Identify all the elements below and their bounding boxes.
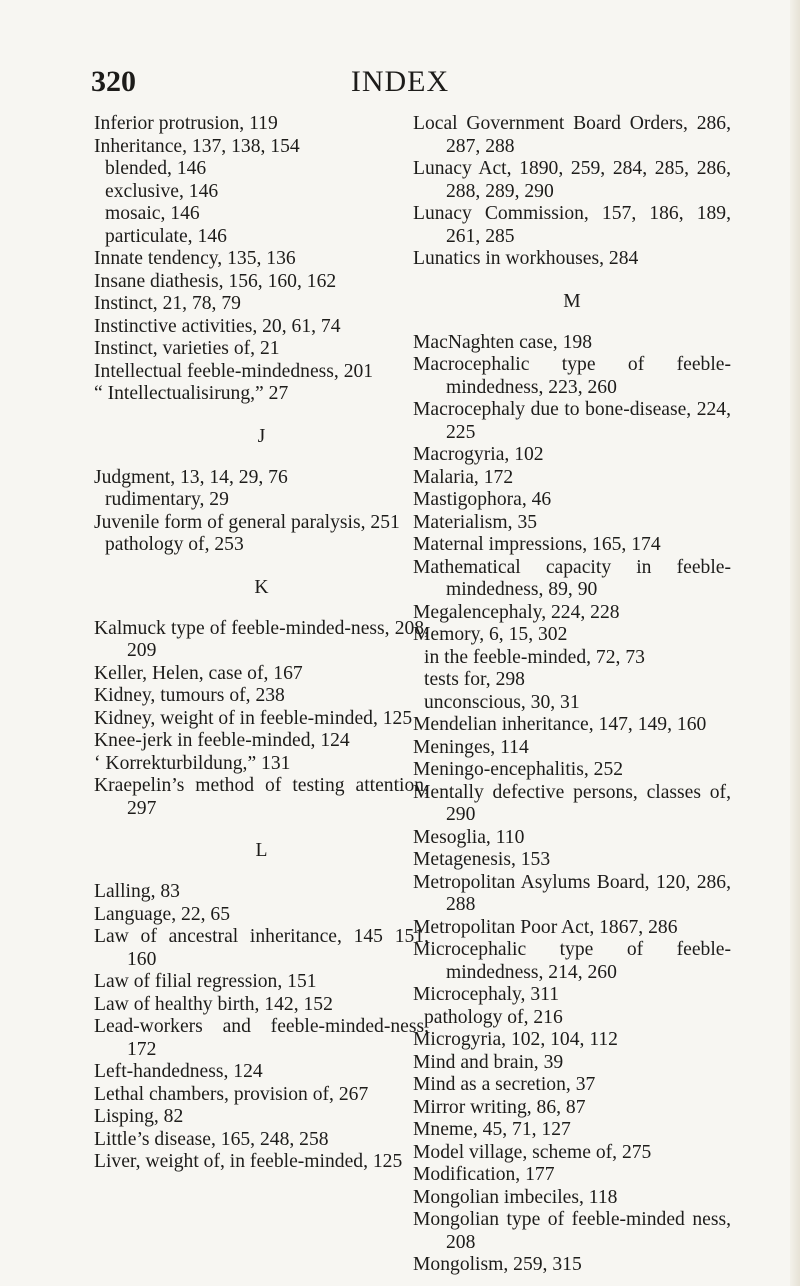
- index-entry: Microcephaly, 311: [413, 984, 559, 1005]
- index-entry: Lunacy Act, 1890, 259, 284, 285, 286, 288, 289, 290: [413, 158, 731, 202]
- index-subentry: pathology of, 253: [105, 534, 244, 555]
- index-entry: Metropolitan Poor Act, 1867, 286: [413, 916, 678, 938]
- index-entry: Mongolian type of feeble-minded ness, 208: [413, 1209, 731, 1253]
- index-entry: Inheritance, 137, 138, 154: [94, 135, 300, 157]
- index-subentry: rudimentary, 29: [105, 489, 229, 510]
- index-entry: Intellectual feeble-mindedness, 201: [94, 360, 374, 382]
- index-entry: ‘ Korrekturbildung,” 131: [94, 752, 291, 774]
- index-entry: Memory, 6, 15, 302: [413, 624, 568, 645]
- index-entry: Law of healthy birth, 142, 152: [94, 993, 333, 1015]
- index-entry: Kidney, weight of in feeble-minded, 125: [94, 707, 413, 729]
- index-entry: Instinct, 21, 78, 79: [94, 293, 241, 314]
- index-entry: Mind and brain, 39: [413, 1051, 564, 1073]
- index-entry: Materialism, 35: [413, 511, 538, 533]
- index-entry: Mirror writing, 86, 87: [413, 1096, 586, 1118]
- index-entry: Keller, Helen, case of, 167: [94, 662, 303, 684]
- index-entry: Lunacy Commission, 157, 186, 189, 261, 285: [413, 203, 731, 247]
- section-letter: L: [255, 840, 268, 861]
- index-column-left: [94, 113, 429, 1174]
- index-entry: Knee-jerk in feeble-minded, 124: [94, 730, 350, 751]
- index-entry: Lalling, 83: [94, 881, 180, 902]
- index-subentry: tests for, 298: [424, 669, 525, 690]
- index-entry: Kalmuck type of feeble-minded-ness, 208, 209: [94, 617, 429, 661]
- index-entry: Mneme, 45, 71, 127: [413, 1119, 571, 1140]
- index-entry: Malaria, 172: [413, 466, 514, 488]
- index-entry: Microcephalic type of feeble-mindedness, 214, 260: [413, 939, 731, 983]
- index-entry: Meningo-encephalitis, 252: [413, 759, 624, 780]
- index-entry: Law of ancestral inheritance, 145 151, 160: [94, 926, 429, 970]
- index-entry: Law of filial regression, 151: [94, 971, 317, 992]
- index-entry: Microgyria, 102, 104, 112: [413, 1029, 618, 1050]
- index-entry: Local Government Board Orders, 286, 287, 288: [413, 113, 731, 157]
- index-subentry: particulate, 146: [105, 225, 227, 247]
- index-entry: Modification, 177: [413, 1164, 555, 1185]
- index-entry: Mongolism, 259, 315: [413, 1254, 582, 1275]
- page-edge: [790, 0, 800, 1286]
- page-number: 320: [91, 65, 136, 98]
- index-entry: Instinct, varieties of, 21: [94, 338, 280, 359]
- index-entry: Mathematical capacity in feeble-mindedness, 89, 90: [413, 556, 731, 600]
- index-entry: Kraepelin’s method of testing attention, 297: [94, 775, 429, 819]
- index-entry: Instinctive activities, 20, 61, 74: [94, 315, 341, 337]
- section-letter: M: [563, 290, 581, 312]
- index-entry: Maternal impressions, 165, 174: [413, 534, 661, 555]
- index-entry: Innate tendency, 135, 136: [94, 248, 296, 269]
- index-entry: Macrocephalic type of feeble-mindedness, 223, 260: [413, 354, 731, 398]
- index-entry: Kidney, tumours of, 238: [94, 685, 285, 706]
- index-entry: Lunatics in workhouses, 284: [413, 248, 639, 269]
- index-entry: Lethal chambers, provision of, 267: [94, 1083, 369, 1105]
- index-entry: Mind as a secretion, 37: [413, 1074, 596, 1095]
- index-entry: Metropolitan Asylums Board, 120, 286, 288: [413, 871, 731, 915]
- section-letter: K: [254, 576, 269, 598]
- index-entry: Megalencephaly, 224, 228: [413, 601, 620, 623]
- index-entry: MacNaghten case, 198: [413, 331, 592, 353]
- index-entry: Meninges, 114: [413, 736, 529, 758]
- index-entry: “ Intellectualisirung,” 27: [94, 383, 289, 404]
- section-letter: J: [257, 425, 266, 447]
- index-entry: Mentally defective persons, classes of, 290: [413, 781, 731, 825]
- index-entry: Mastigophora, 46: [413, 489, 552, 510]
- index-entry: Metagenesis, 153: [413, 849, 551, 870]
- index-entry: Juvenile form of general paralysis, 251: [94, 511, 400, 533]
- index-entry: Mendelian inheritance, 147, 149, 160: [413, 714, 707, 735]
- index-entry: Left-handedness, 124: [94, 1061, 263, 1082]
- index-entry: Mesoglia, 110: [413, 826, 525, 848]
- index-entry: Macrogyria, 102: [413, 444, 544, 465]
- index-entry: Liver, weight of, in feeble-minded, 125: [94, 1151, 403, 1172]
- index-entry: Language, 22, 65: [94, 903, 231, 925]
- index-entry: Mongolian imbeciles, 118: [413, 1186, 618, 1208]
- index-subentry: exclusive, 146: [105, 180, 219, 202]
- index-subentry: mosaic, 146: [105, 203, 200, 224]
- index-entry: Little’s disease, 165, 248, 258: [94, 1128, 329, 1150]
- index-entry: Insane diathesis, 156, 160, 162: [94, 270, 337, 292]
- index-entry: Lead-workers and feeble-minded-ness, 172: [94, 1016, 429, 1060]
- index-subentry: pathology of, 216: [424, 1006, 563, 1028]
- index-entry: Judgment, 13, 14, 29, 76: [94, 466, 288, 488]
- index-entry: Macrocephaly due to bone-disease, 224, 225: [413, 399, 731, 443]
- index-entry: Lisping, 82: [94, 1106, 184, 1127]
- index-subentry: blended, 146: [105, 158, 207, 179]
- index-column-right: [413, 113, 731, 1277]
- index-entry: Inferior protrusion, 119: [94, 113, 278, 134]
- index-entry: Model village, scheme of, 275: [413, 1141, 652, 1163]
- index-subentry: in the feeble-minded, 72, 73: [424, 646, 645, 668]
- page-title: INDEX: [350, 65, 450, 98]
- index-subentry: unconscious, 30, 31: [424, 691, 580, 713]
- page-header: [0, 62, 800, 102]
